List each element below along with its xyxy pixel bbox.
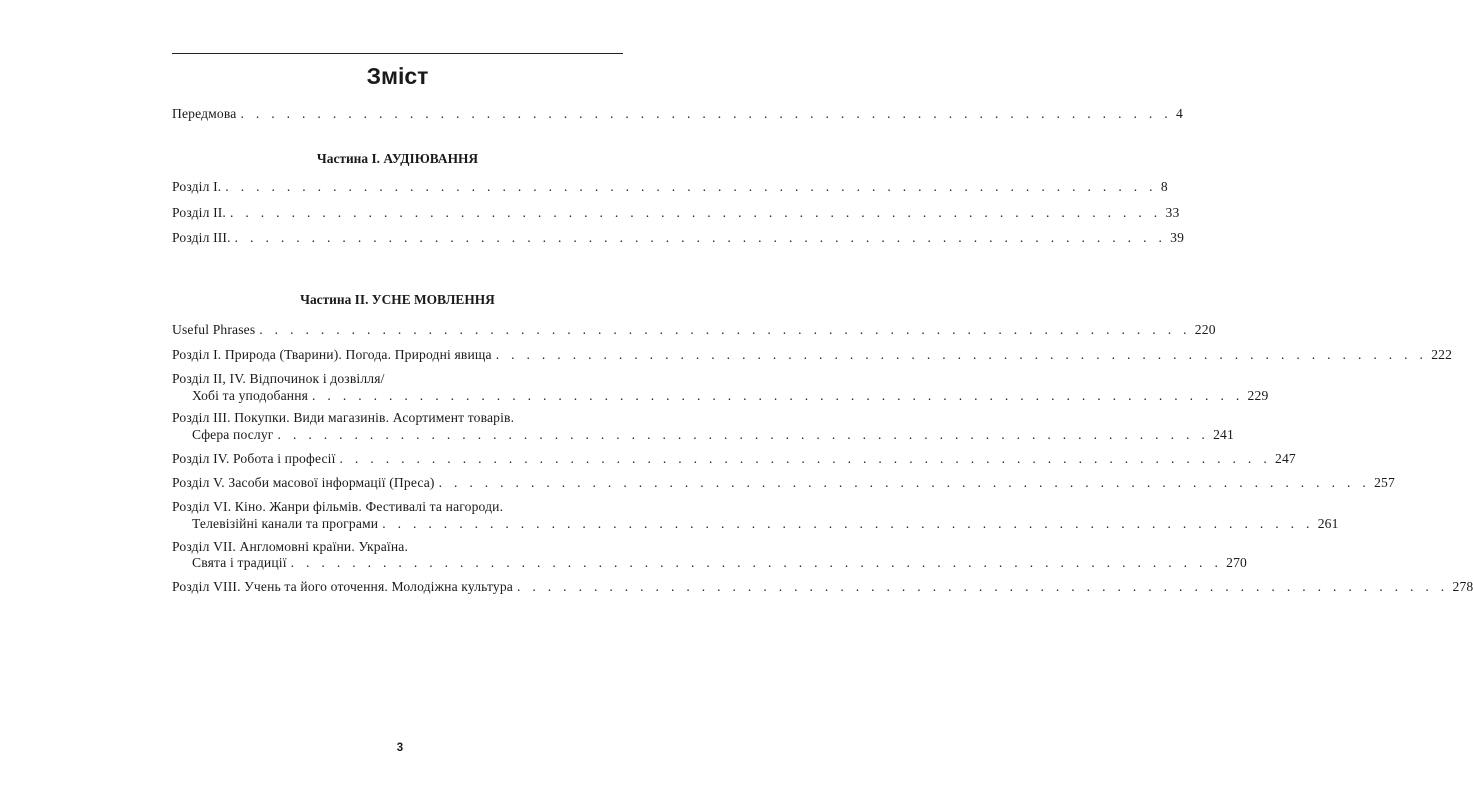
toc-entry-section-7-line1: Розділ VII. Англомовні країни. Україна.	[172, 539, 409, 554]
toc-page-number: 222	[1431, 347, 1453, 362]
toc-entry-useful-phrases[interactable]	[172, 320, 1216, 340]
toc-page-number: 247	[1275, 451, 1296, 466]
toc-page-number: 229	[1247, 388, 1269, 403]
toc-entry-label: Свята і традиції	[192, 555, 287, 570]
part-1-heading: Частина I. АУДІЮВАННЯ	[316, 151, 479, 166]
dot-leader: . . . . . . . . . . . . . . . . . . . . . . . . . . . . . . . . . . . . . . . . . . . . . . . . . . . . . . . . . . . . .	[339, 451, 1272, 466]
toc-entry-label: Useful Phrases	[172, 322, 256, 337]
toc-entry-label: Розділ III.	[172, 230, 231, 245]
part-2-heading: Частина II. УСНЕ МОВЛЕННЯ	[300, 292, 495, 307]
dot-leader: . . . . . . . . . . . . . . . . . . . . . . . . . . . . . . . . . . . . . . . . . . . . . . . . . . . . . . . . . . . . .	[277, 427, 1210, 442]
toc-entry-part1-1[interactable]	[172, 177, 1168, 197]
dot-leader: . . . . . . . . . . . . . . . . . . . . . . . . . . . . . . . . . . . . . . . . . . . . . . . . . . . . . . . . . . . . .	[516, 579, 1449, 594]
toc-entry-label: Розділ II.	[172, 205, 226, 220]
toc-page-number: 4	[1175, 106, 1183, 121]
dot-leader: . . . . . . . . . . . . . . . . . . . . . . . . . . . . . . . . . . . . . . . . . . . . . . . . . . . . . . . . . . . . .	[234, 230, 1167, 245]
toc-page-number: 261	[1317, 516, 1339, 531]
toc-entry-label: Сфера послуг	[192, 427, 274, 442]
dot-leader: . . . . . . . . . . . . . . . . . . . . . . . . . . . . . . . . . . . . . . . . . . . . . . . . . . . . . . . . . . . . .	[290, 555, 1223, 570]
toc-page-number: 33	[1165, 205, 1180, 220]
toc-entry-label: Передмова	[172, 106, 237, 121]
toc-entry-section-1[interactable]	[172, 345, 1453, 365]
toc-entry-section-6[interactable]	[172, 514, 1339, 534]
toc-entry-label: Розділ VIII. Учень та його оточення. Молодіжна культура	[172, 579, 513, 594]
toc-entry-section-3[interactable]	[172, 425, 1234, 445]
toc-entry-section-6-line1: Розділ VI. Кіно. Жанри фільмів. Фестивалі та нагороди.	[172, 499, 504, 514]
toc-page-number: 39	[1170, 230, 1185, 245]
toc-entry-label: Телевізійні канали та програми	[192, 516, 379, 531]
toc-entry-label: Розділ I. Природа (Тварини). Погода. Природні явища	[172, 347, 492, 362]
toc-entry-section-8[interactable]	[172, 577, 1473, 597]
toc-entry-section-3-line1: Розділ III. Покупки. Види магазинів. Асортимент товарів.	[172, 410, 515, 425]
toc-page-number: 220	[1194, 322, 1216, 337]
dot-leader: . . . . . . . . . . . . . . . . . . . . . . . . . . . . . . . . . . . . . . . . . . . . . . . . . . . . . . . . . . . . .	[495, 347, 1428, 362]
toc-entry-part1-2[interactable]	[172, 203, 1180, 223]
dot-leader: . . . . . . . . . . . . . . . . . . . . . . . . . . . . . . . . . . . . . . . . . . . . . . . . . . . . . . . . . . . . .	[438, 475, 1371, 490]
toc-entry-section-5[interactable]	[172, 473, 1395, 493]
dot-leader: . . . . . . . . . . . . . . . . . . . . . . . . . . . . . . . . . . . . . . . . . . . . . . . . . . . . . . . . . . . . .	[225, 179, 1157, 194]
toc-entry-section-2-4[interactable]	[172, 386, 1269, 406]
page-number-footer: 3	[396, 742, 404, 754]
toc-entry-label: Розділ I.	[172, 179, 222, 194]
dot-leader: . . . . . . . . . . . . . . . . . . . . . . . . . . . . . . . . . . . . . . . . . . . . . . . . . . . . . . . . . . . . .	[259, 322, 1191, 337]
toc-page-number: 270	[1226, 555, 1247, 570]
toc-entry-section-4[interactable]	[172, 449, 1296, 469]
toc-page-number: 257	[1374, 475, 1395, 490]
page-title: Зміст	[366, 63, 429, 89]
toc-entry-label: Хобі та уподобання	[192, 388, 309, 403]
toc-page-number: 278	[1452, 579, 1473, 594]
toc-entry-section-7[interactable]	[172, 553, 1247, 573]
toc-page-number: 8	[1160, 179, 1168, 194]
toc-entry-label: Розділ V. Засоби масової інформації (Преса)	[172, 475, 435, 490]
toc-entry-section-2-4-line1: Розділ II, IV. Відпочинок і дозвілля/	[172, 371, 385, 386]
dot-leader: . . . . . . . . . . . . . . . . . . . . . . . . . . . . . . . . . . . . . . . . . . . . . . . . . . . . . . . . . . . . .	[382, 516, 1314, 531]
toc-entry-label: Розділ IV. Робота і професії	[172, 451, 336, 466]
dot-leader: . . . . . . . . . . . . . . . . . . . . . . . . . . . . . . . . . . . . . . . . . . . . . . . . . . . . . . . . . . . . .	[229, 205, 1162, 220]
dot-leader: . . . . . . . . . . . . . . . . . . . . . . . . . . . . . . . . . . . . . . . . . . . . . . . . . . . . . . . . . . . . .	[312, 388, 1244, 403]
toc-entry-intro[interactable]	[172, 104, 1183, 124]
toc-page-number: 241	[1213, 427, 1234, 442]
dot-leader: . . . . . . . . . . . . . . . . . . . . . . . . . . . . . . . . . . . . . . . . . . . . . . . . . . . . . . . . . . . . .	[240, 106, 1172, 121]
toc-entry-part1-3[interactable]	[172, 228, 1185, 248]
top-rule	[172, 53, 623, 54]
